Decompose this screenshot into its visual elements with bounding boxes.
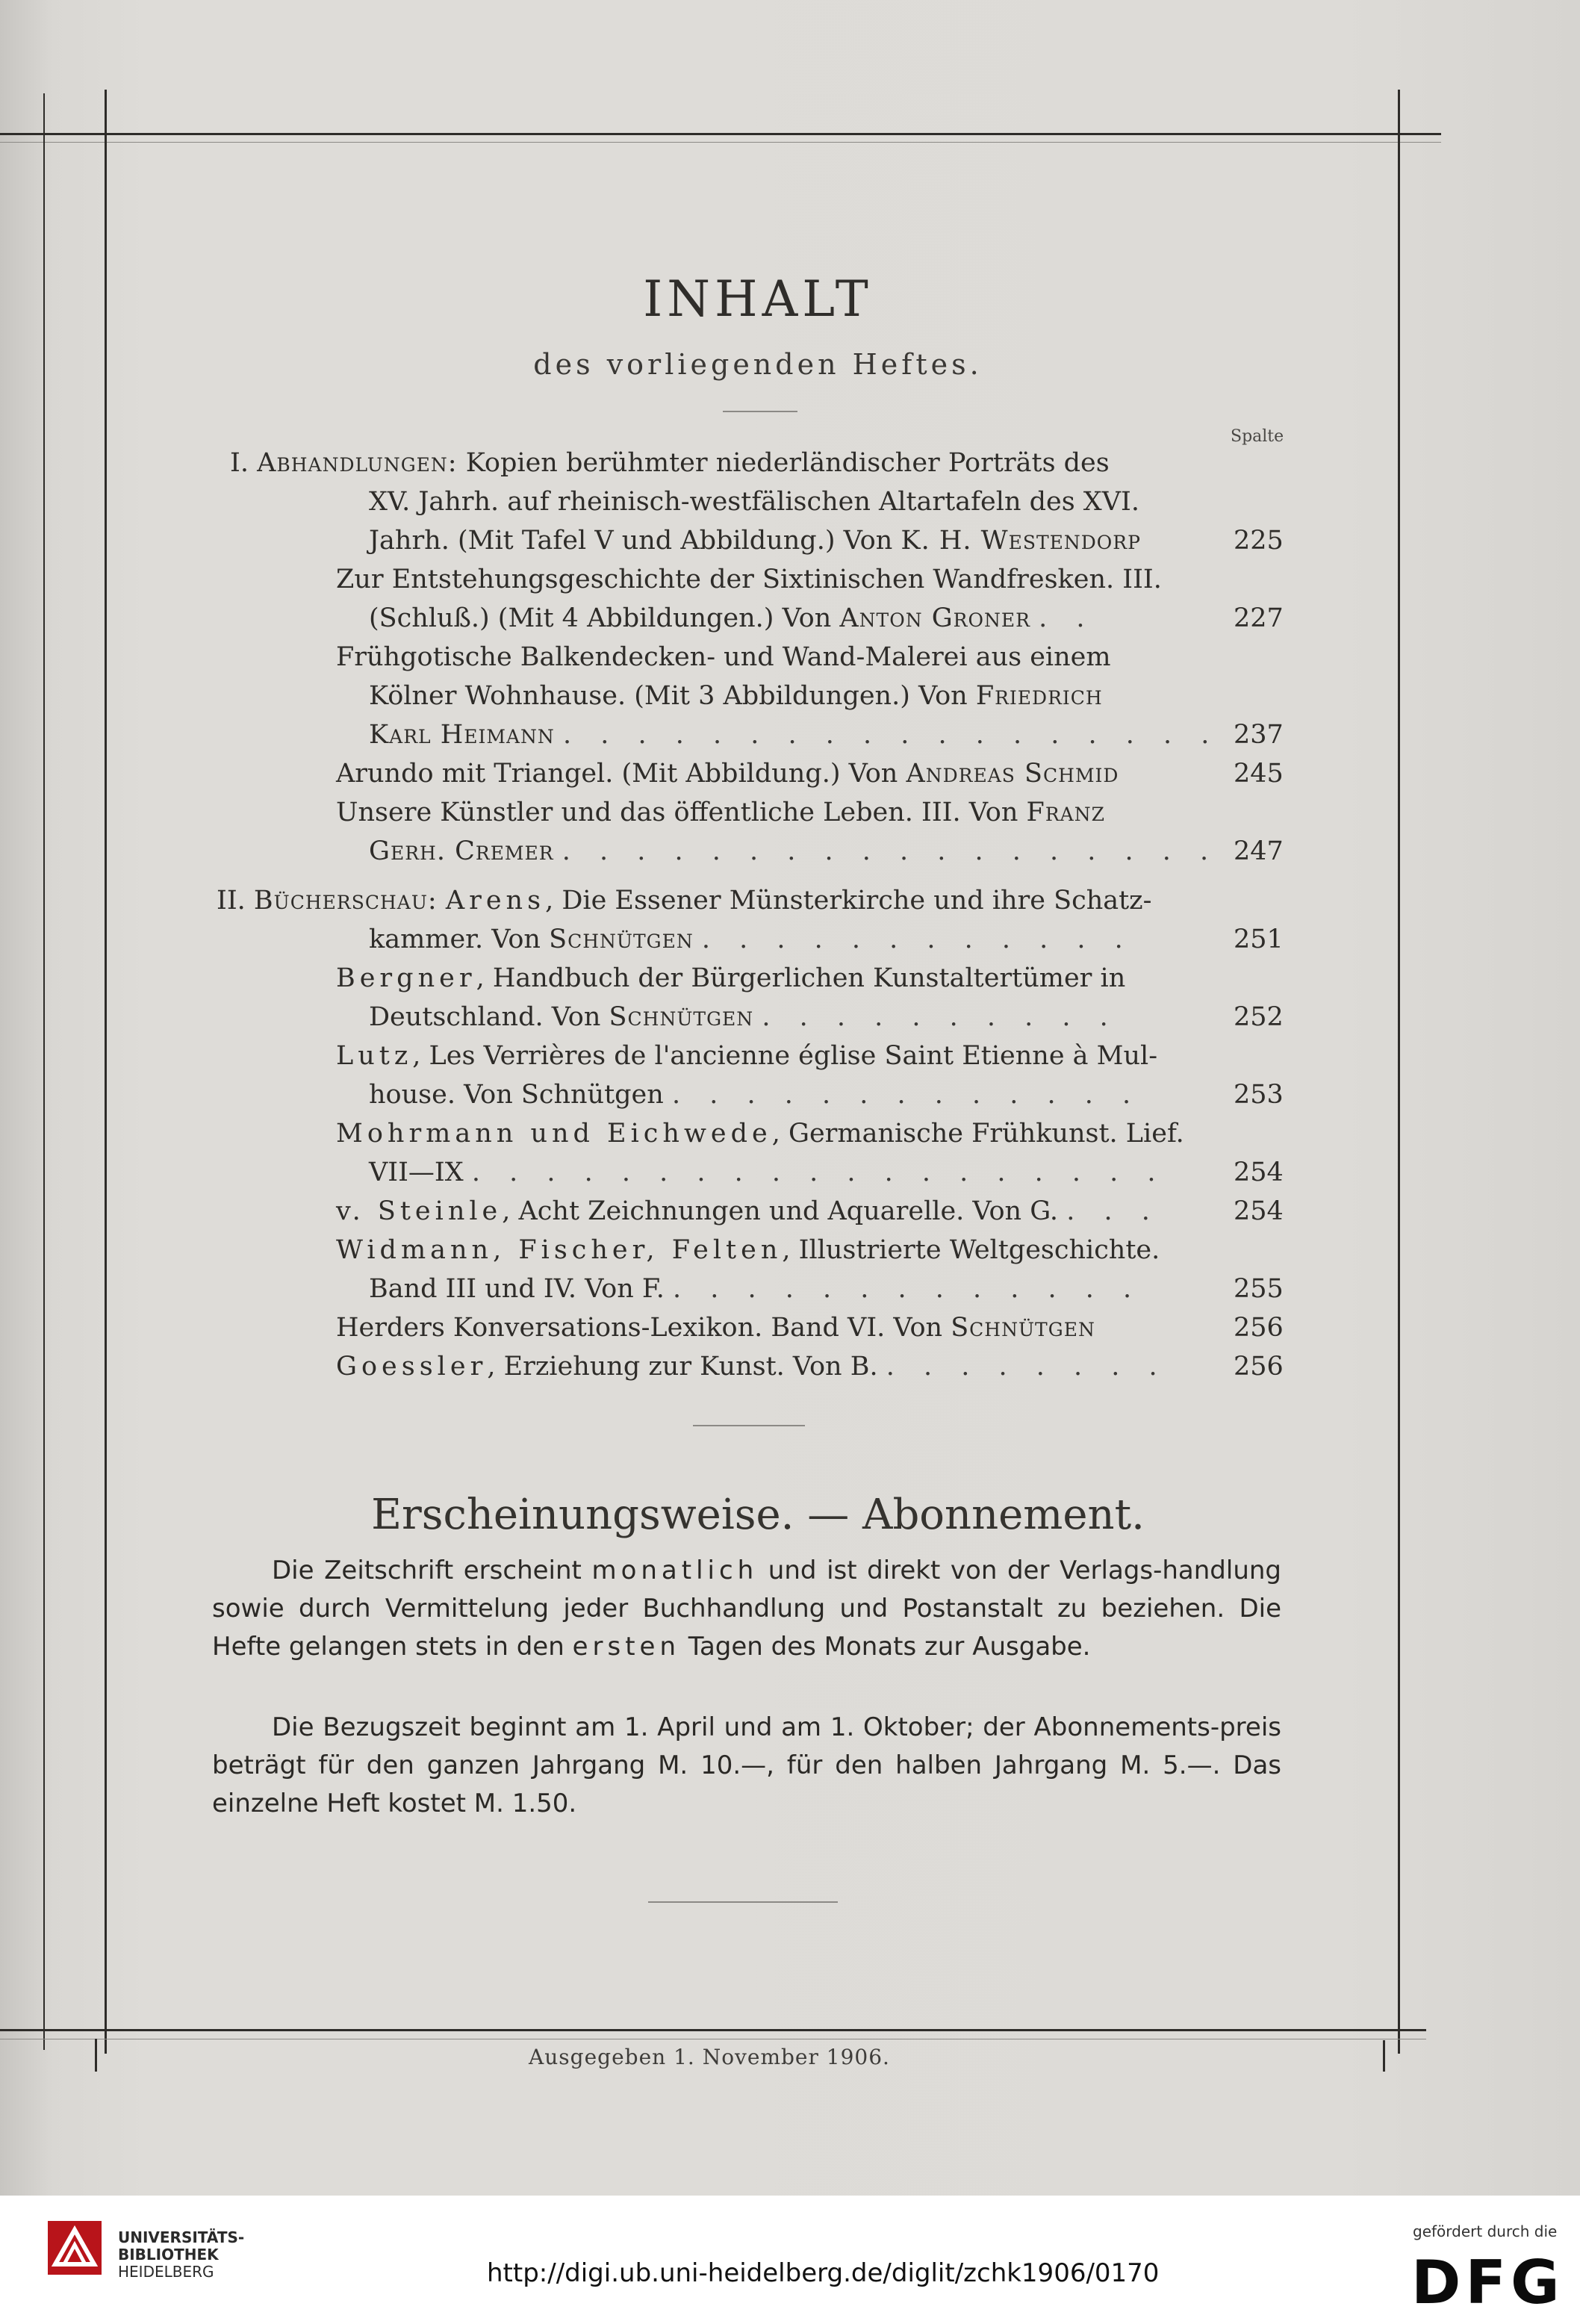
toc-page-number: 256 (1234, 1352, 1284, 1382)
frame-left-rule-inner (105, 90, 107, 2054)
toc-entry: Lutz, Les Verrières de l'ancienne église Saint Etienne à Mul- (336, 1041, 1158, 1071)
toc-entry: v. Steinle, Acht Zeichnungen und Aquarelle. Von G. . . . (336, 1196, 1160, 1226)
toc-page-number: 225 (1234, 526, 1284, 556)
toc-entry-continued: Jahrh. (Mit Tafel V und Abbildung.) Von K. H. Westendorp (369, 526, 1141, 556)
toc-entry: Bergner, Handbuch der Bürgerlichen Kunstaltertümer in (336, 963, 1126, 993)
toc-page-number: 256 (1234, 1313, 1284, 1343)
toc-entry-continued: VII—IX . . . . . . . . . . . . . . . . . . . (369, 1158, 1166, 1187)
university-library-logo-icon (45, 2218, 105, 2278)
toc-page-number: 227 (1234, 603, 1284, 633)
title-divider (723, 411, 797, 412)
toc-page-number: 247 (1234, 836, 1284, 866)
toc-page-number: 237 (1234, 720, 1284, 750)
toc-entry-continued: kammer. Von Schnütgen . . . . . . . . . . . . (369, 925, 1133, 954)
issue-date: Ausgegeben 1. November 1906. (529, 2045, 890, 2069)
frame-right-rule (1398, 90, 1400, 2054)
subscription-title: Erscheinungsweise. — Abonnement. (371, 1491, 1145, 1539)
toc-page-number: 254 (1234, 1196, 1284, 1226)
toc-page-number: 251 (1234, 925, 1284, 954)
toc-page-number: 254 (1234, 1158, 1284, 1187)
toc-page-number: 255 (1234, 1274, 1284, 1304)
end-divider (648, 1901, 838, 1903)
toc-entry: I. Abhandlungen: Kopien berühmter niederländischer Porträts des (230, 448, 1110, 478)
subscription-paragraph-2: Die Bezugszeit beginnt am 1. April und am 1. Oktober; der Abonnements-preis beträgt für den ganzen Jahrgang M. 10.—, für den halben Jahrgang M. 5.—. Das einzelne Heft kostet M. 1.50. (212, 1712, 1281, 1818)
frame-bottom-rule (0, 2029, 1426, 2031)
toc-entry-continued: house. Von Schnütgen . . . . . . . . . . . . . (369, 1080, 1142, 1110)
source-url-link[interactable]: http://digi.ub.uni-heidelberg.de/diglit/zchk1906/0170 (487, 2258, 1160, 2288)
toc-entry: II. Bücherschau: Arens, Die Essener Münsterkirche und ihre Schatz- (217, 886, 1152, 916)
toc-entry-continued: Kölner Wohnhause. (Mit 3 Abbildungen.) Von Friedrich (369, 681, 1103, 711)
toc-entry-continued: (Schluß.) (Mit 4 Abbildungen.) Von Anton Groner . . (369, 603, 1095, 633)
toc-entry: Zur Entstehungsgeschichte der Sixtinischen Wandfresken. III. (336, 565, 1162, 594)
toc-entry-continued: XV. Jahrh. auf rheinisch-westfälischen Altartafeln des XVI. (369, 487, 1139, 517)
toc-entry: Arundo mit Triangel. (Mit Abbildung.) Von Andreas Schmid (336, 759, 1119, 789)
subscription-paragraph-1: Die Zeitschrift erscheint monatlich und ist direkt von der Verlags-handlung sowie durch Vermittelung jeder Buchhandlung und Postanstalt zu beziehen. Die Hefte gelangen stets in den ersten Tagen des Monats zur Ausgabe. (212, 1556, 1282, 1662)
toc-page-number: 245 (1234, 759, 1284, 789)
library-name: UNIVERSITÄTS- BIBLIOTHEK HEIDELBERG (118, 2228, 245, 2281)
toc-entry-continued: Karl Heimann . . . . . . . . . . . . . . . . . . (369, 720, 1220, 750)
toc-entry: Goessler, Erziehung zur Kunst. Von B. . . . . . . . . (336, 1352, 1168, 1382)
page-subtitle: des vorliegenden Heftes. (533, 348, 983, 381)
funded-by-label: gefördert durch die (1413, 2222, 1558, 2240)
toc-entry: Widmann, Fischer, Felten, Illustrierte Weltgeschichte. (336, 1235, 1160, 1265)
page-title: INHALT (643, 270, 873, 328)
toc-entry: Mohrmann und Eichwede, Germanische Frühkunst. Lief. (336, 1119, 1184, 1149)
toc-entry: Frühgotische Balkendecken- und Wand-Malerei aus einem (336, 642, 1111, 672)
dfg-logo: DFG (1411, 2248, 1564, 2317)
frame-top-rule-thin (0, 142, 1441, 143)
frame-left-rule-outer (43, 93, 45, 2050)
toc-entry: Unsere Künstler und das öffentliche Leben. III. Von Franz (336, 798, 1105, 827)
frame-top-rule (0, 133, 1441, 135)
column-label: Spalte (1231, 427, 1284, 446)
toc-entry-continued: Deutschland. Von Schnütgen . . . . . . . . . . (369, 1002, 1119, 1032)
toc-page-number: 252 (1234, 1002, 1284, 1032)
toc-entry-continued: Band III und IV. Von F. . . . . . . . . . . . . . (369, 1274, 1142, 1304)
toc-entry-continued: Gerh. Cremer . . . . . . . . . . . . . . . . . . (369, 836, 1219, 866)
toc-page-number: 253 (1234, 1080, 1284, 1110)
section-divider (693, 1425, 805, 1426)
toc-entry: Herders Konversations-Lexikon. Band VI. Von Schnütgen (336, 1313, 1095, 1343)
